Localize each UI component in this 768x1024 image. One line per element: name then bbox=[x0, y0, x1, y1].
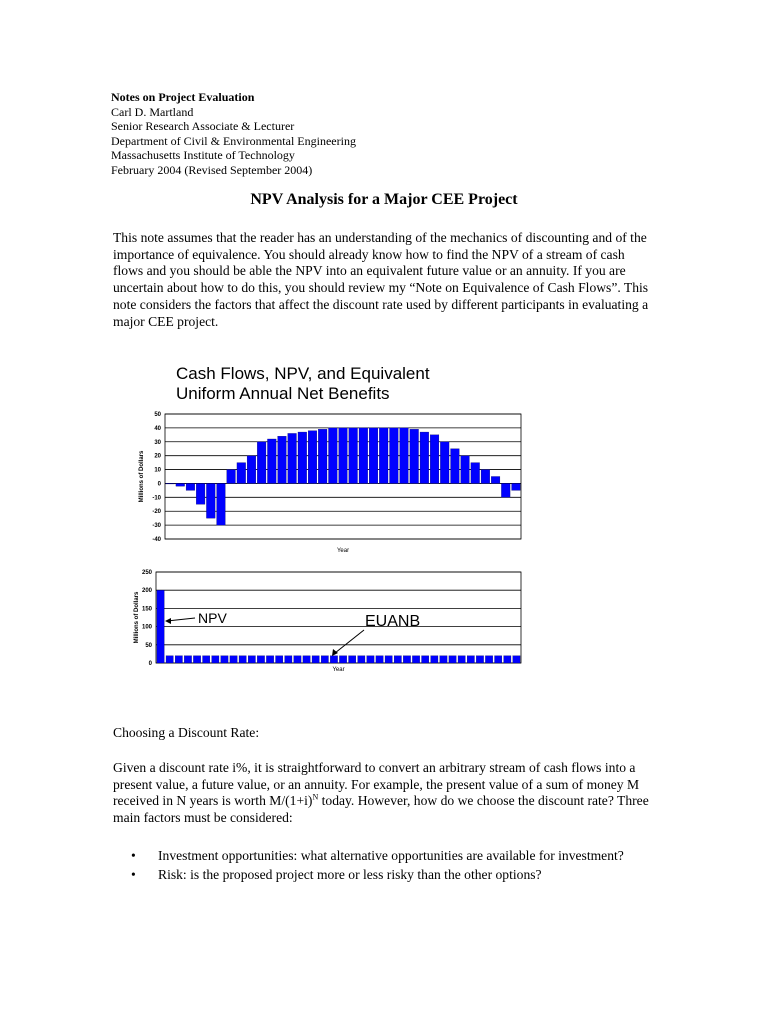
list-item-text: Investment opportunities: what alternative opportunities are available for investment? bbox=[158, 848, 624, 863]
bar bbox=[221, 656, 228, 663]
bar bbox=[485, 656, 492, 663]
bar bbox=[394, 656, 401, 663]
npv-annotation: NPV bbox=[198, 610, 227, 626]
bar bbox=[166, 483, 175, 484]
euanb-arrowhead bbox=[332, 649, 338, 656]
bar bbox=[458, 656, 465, 663]
bar bbox=[512, 483, 521, 490]
bar bbox=[430, 435, 439, 484]
bar bbox=[175, 656, 182, 663]
list-item-text: Risk: is the proposed project more or less risky than the other options? bbox=[158, 866, 542, 882]
author-department: Department of Civil & Environmental Engineering bbox=[111, 133, 356, 148]
bar bbox=[230, 656, 237, 663]
bar bbox=[193, 656, 200, 663]
bar bbox=[217, 483, 226, 525]
bar bbox=[390, 428, 399, 484]
bar bbox=[330, 656, 337, 663]
para2-exponent: N bbox=[312, 792, 319, 802]
bar bbox=[206, 483, 215, 518]
bar bbox=[476, 656, 483, 663]
para2-text-b: today. However, how do we choose the discount rate? Three main factors must be considered: bbox=[113, 793, 649, 826]
notes-series-title: Notes on Project Evaluation bbox=[111, 90, 255, 104]
bar bbox=[358, 656, 365, 663]
bar bbox=[504, 656, 511, 663]
bar bbox=[369, 428, 378, 484]
author-position: Senior Research Associate & Lecturer bbox=[111, 119, 295, 133]
bar bbox=[339, 656, 346, 663]
y-axis-label: Millions of Dollars bbox=[134, 591, 140, 644]
bar bbox=[321, 656, 328, 663]
bar bbox=[203, 656, 210, 663]
bar bbox=[385, 656, 392, 663]
bar bbox=[267, 439, 276, 483]
bar bbox=[420, 432, 429, 483]
list-item bbox=[113, 867, 658, 884]
y-tick-label: -20 bbox=[152, 509, 161, 516]
bar bbox=[227, 470, 236, 484]
bar bbox=[239, 656, 246, 663]
chart-title: Cash Flows, NPV, and Equivalent Uniform Annual Net Benefits bbox=[176, 364, 430, 403]
bar bbox=[247, 456, 256, 484]
bar bbox=[276, 656, 283, 663]
y-tick-label: 20 bbox=[154, 453, 161, 460]
bar bbox=[376, 656, 383, 663]
bar bbox=[440, 442, 449, 484]
y-axis-label: Millions of Dollars bbox=[139, 450, 145, 503]
bar bbox=[176, 483, 185, 486]
x-axis-label: Year bbox=[336, 548, 350, 554]
y-tick-label: 0 bbox=[148, 661, 152, 667]
bar bbox=[451, 449, 460, 484]
bar bbox=[449, 656, 456, 663]
npv-arrowhead bbox=[165, 618, 171, 624]
bar bbox=[294, 656, 301, 663]
bar bbox=[513, 656, 520, 663]
bar bbox=[196, 483, 205, 504]
bullet-icon: • bbox=[131, 848, 136, 863]
bar bbox=[440, 656, 447, 663]
bar bbox=[495, 656, 502, 663]
y-tick-label: -10 bbox=[152, 495, 161, 502]
bar bbox=[422, 656, 429, 663]
bar bbox=[329, 428, 338, 484]
x-axis-label: Year bbox=[332, 667, 345, 673]
bar bbox=[157, 590, 164, 663]
document-title: NPV Analysis for a Major CEE Project bbox=[250, 191, 518, 208]
bar bbox=[288, 433, 297, 483]
author-institution: Massachusetts Institute of Technology bbox=[111, 148, 295, 162]
bar bbox=[257, 656, 264, 663]
bar bbox=[359, 428, 368, 484]
euanb-arrow-line bbox=[335, 630, 364, 653]
bar bbox=[339, 428, 348, 484]
npv-arrow-line bbox=[167, 618, 195, 621]
author-name: Carl D. Martland bbox=[111, 104, 194, 119]
bar bbox=[248, 656, 255, 663]
bar bbox=[312, 656, 319, 663]
bar bbox=[461, 456, 470, 484]
bar bbox=[349, 656, 356, 663]
y-tick-label: 40 bbox=[154, 425, 161, 432]
bar bbox=[481, 470, 490, 484]
y-tick-label: -30 bbox=[152, 523, 161, 530]
bar bbox=[410, 429, 419, 483]
y-tick-label: 30 bbox=[154, 439, 161, 446]
bar bbox=[285, 656, 292, 663]
bar bbox=[278, 436, 287, 483]
y-tick-label: 100 bbox=[141, 624, 152, 631]
bar bbox=[237, 463, 246, 484]
bar bbox=[166, 656, 173, 663]
bar bbox=[257, 442, 266, 484]
factor-list bbox=[113, 848, 658, 885]
y-tick-label: -40 bbox=[152, 537, 161, 543]
y-tick-label: 200 bbox=[141, 588, 152, 595]
bar bbox=[212, 656, 219, 663]
bar bbox=[412, 656, 419, 663]
bar bbox=[184, 656, 191, 663]
bar bbox=[379, 428, 388, 484]
y-tick-label: 150 bbox=[141, 606, 152, 613]
bar bbox=[303, 656, 310, 663]
bar bbox=[471, 463, 480, 484]
para2-text-a: Given a discount rate i%, it is straightforward to convert an arbitrary stream of cash flows into a present value, a future value, or an annuity. For example, the present value of a sum of money M received in N years is worth M/(1+i) bbox=[113, 760, 640, 809]
y-tick-label: 0 bbox=[157, 481, 161, 488]
bar bbox=[491, 477, 500, 484]
bar bbox=[298, 432, 307, 483]
bar bbox=[400, 428, 409, 484]
bar bbox=[186, 483, 195, 490]
bar bbox=[266, 656, 273, 663]
document-date: February 2004 (Revised September 2004) bbox=[111, 162, 313, 177]
discount-rate-paragraph bbox=[113, 760, 658, 827]
intro-paragraph: This note assumes that the reader has an understanding of the mechanics of discounting and of the importance of equivalence. You should already know how to find the NPV of a stream of cash flows and you should be able the NPV into an equivalent future value or an annuity. If you are uncertain about how to do this, you should review my “Note on Equivalence of Cash Flows”. This note considers the factors that affect the discount rate used by different participants in evaluating a major CEE project. bbox=[113, 230, 649, 329]
list-item bbox=[113, 848, 658, 865]
bar bbox=[367, 656, 374, 663]
bar bbox=[501, 483, 510, 497]
y-tick-label: 250 bbox=[141, 570, 152, 576]
bar bbox=[349, 428, 358, 484]
euanb-annotation: EUANB bbox=[365, 613, 421, 630]
bullet-icon: • bbox=[131, 866, 136, 882]
bar bbox=[318, 429, 327, 483]
bar bbox=[308, 431, 317, 484]
bar bbox=[467, 656, 474, 663]
bar bbox=[403, 656, 410, 663]
y-tick-label: 50 bbox=[154, 412, 161, 418]
bar bbox=[431, 656, 438, 663]
y-tick-label: 10 bbox=[154, 467, 161, 474]
y-tick-label: 50 bbox=[145, 642, 152, 649]
section-heading: Choosing a Discount Rate: bbox=[113, 725, 260, 740]
